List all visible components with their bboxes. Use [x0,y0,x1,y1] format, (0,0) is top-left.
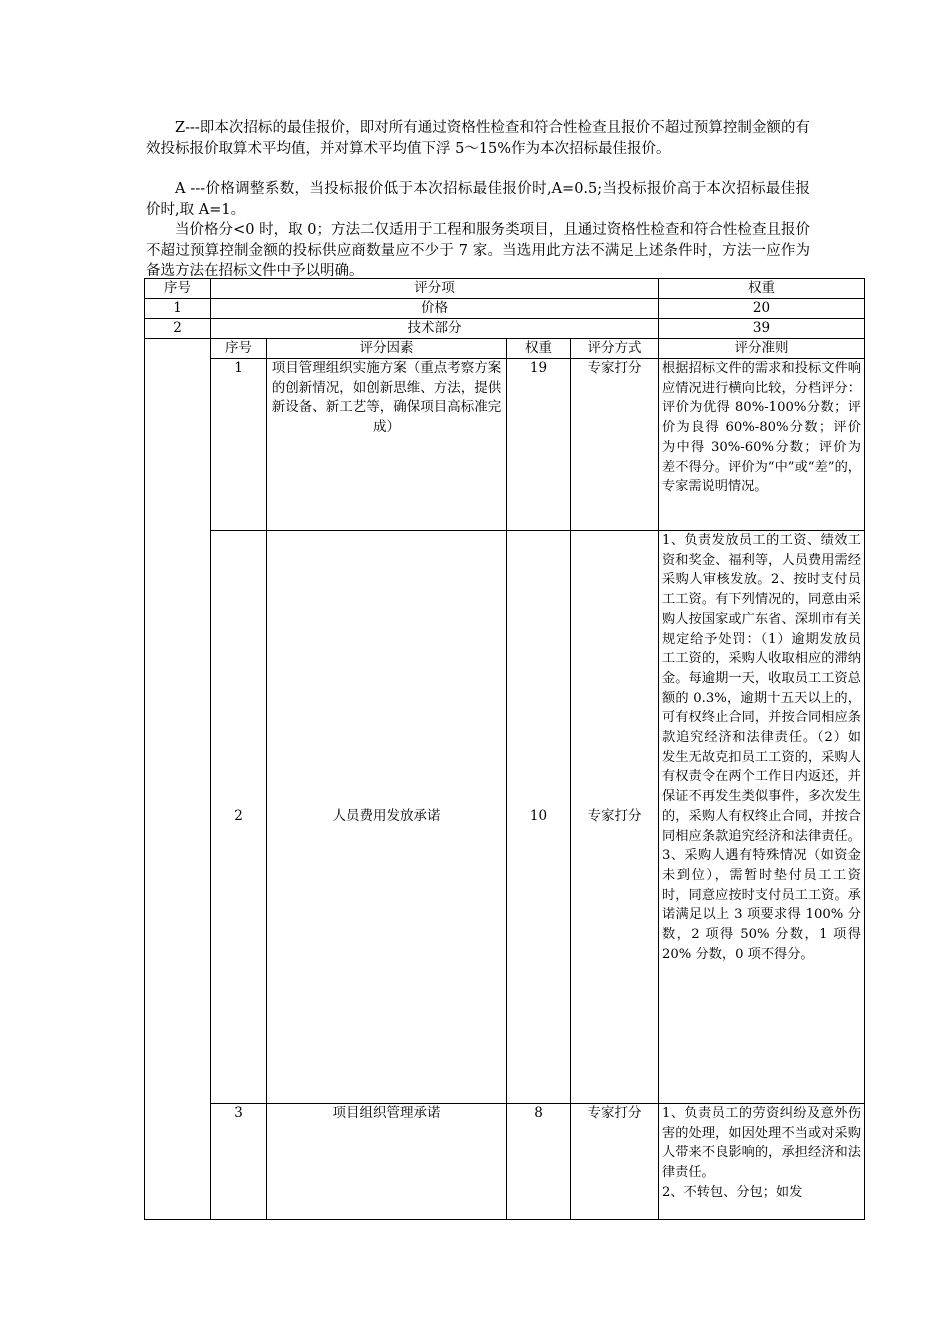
sub-row-factor: 人员费用发放承诺 [267,531,507,1104]
sub-row-criteria: 1、负责员工的劳资纠纷及意外伤害的处理，如因处理不当或对采购人带来不良影响的，承担经济和法律责任。 2、不转包、分包；如发 [659,1104,865,1220]
row-seq: 2 [145,319,211,339]
sub-row-factor: 项目管理组织实施方案（重点考察方案的创新情况，如创新思维、方法，提供新设备、新工艺等，确保项目高标准完成） [267,359,507,531]
sub-header-seq: 序号 [211,339,267,359]
sub-row-method: 专家打分 [571,359,659,531]
table-row [145,299,865,319]
sub-header-method: 评分方式 [571,339,659,359]
header-seq: 序号 [145,279,211,299]
sub-table-header-row [145,339,865,359]
row-item: 价格 [211,299,659,319]
header-weight: 权重 [659,279,865,299]
row-weight: 39 [659,319,865,339]
scoring-table [144,278,865,1220]
sub-row-criteria: 根据招标文件的需求和投标文件响应情况进行横向比较，分档评分：评价为优得 80%-100%分数；评价为良得 60%-80%分数；评价为中得 30%-60%分数；评价为差不得分。评价为“中”或“差”的，专家需说明情况。 [659,359,865,531]
sub-row-weight: 10 [507,531,571,1104]
table-row [145,359,865,531]
sub-row-method: 专家打分 [571,1104,659,1220]
table-header-row [145,279,865,299]
row-item: 技术部分 [211,319,659,339]
sub-header-factor: 评分因素 [267,339,507,359]
sub-row-seq: 1 [211,359,267,531]
paragraph-price-rule: 当价格分<0 时，取 0；方法二仅适用于工程和服务类项目，且通过资格性检查和符合性检查且报价不超过预算控制金额的投标供应商数量应不少于 7 家。当选用此方法不满足上述条件时，方法一应作为备选方法在招标文件中予以明确。 [146,222,810,279]
table-row [145,319,865,339]
sub-row-criteria: 1、负责发放员工的工资、绩效工资和奖金、福利等，人员费用需经采购人审核发放。2、按时支付员工工资。有下列情况的，同意由采购人按国家或广东省、深圳市有关规定给予处罚：（1）逾期发放员工工资的，采购人收取相应的滞纳金。每逾期一天，收取员工工资总额的 0.3%，逾期十五天以上的，可有权终止合同，并按合同相应条款追究经济和法律责任。（2）如发生无故克扣员工工资的，采购人有权责令在两个工作日内返还，并保证不再发生类似事件，多次发生的，采购人有权终止合同，并按合同相应条款追究经济和法律责任。3、采购人遇有特殊情况（如资金未到位），需暂时垫付员工工资时，同意应按时支付员工工资。承诺满足以上 3 项要求得 100% 分数，2 项得 50% 分数，1 项得 20% 分数，0 项不得分。 [659,531,865,1104]
sub-header-criteria: 评分准则 [659,339,865,359]
sub-row-weight: 8 [507,1104,571,1220]
row-weight: 20 [659,299,865,319]
table-row [145,1104,865,1220]
sub-row-seq: 2 [211,531,267,1104]
table-row [145,531,865,1104]
sub-row-weight: 19 [507,359,571,531]
row-seq: 1 [145,299,211,319]
sub-row-method: 专家打分 [571,531,659,1104]
sub-header-weight: 权重 [507,339,571,359]
header-item: 评分项 [211,279,659,299]
sub-row-seq: 3 [211,1104,267,1220]
blank-spanning-cell [145,339,211,1220]
paragraph-z-definition: Z---即本次招标的最佳报价，即对所有通过资格性检查和符合性检查且报价不超过预算控制金额的有效投标报价取算术平均值，并对算术平均值下浮 5～15%作为本次招标最佳报价。 [146,120,810,157]
sub-row-factor: 项目组织管理承诺 [267,1104,507,1220]
paragraph-a-definition: A ---价格调整系数，当投标报价低于本次招标最佳报价时,A=0.5;当投标报价高于本次招标最佳报价时,取 A=1。 [146,181,810,218]
